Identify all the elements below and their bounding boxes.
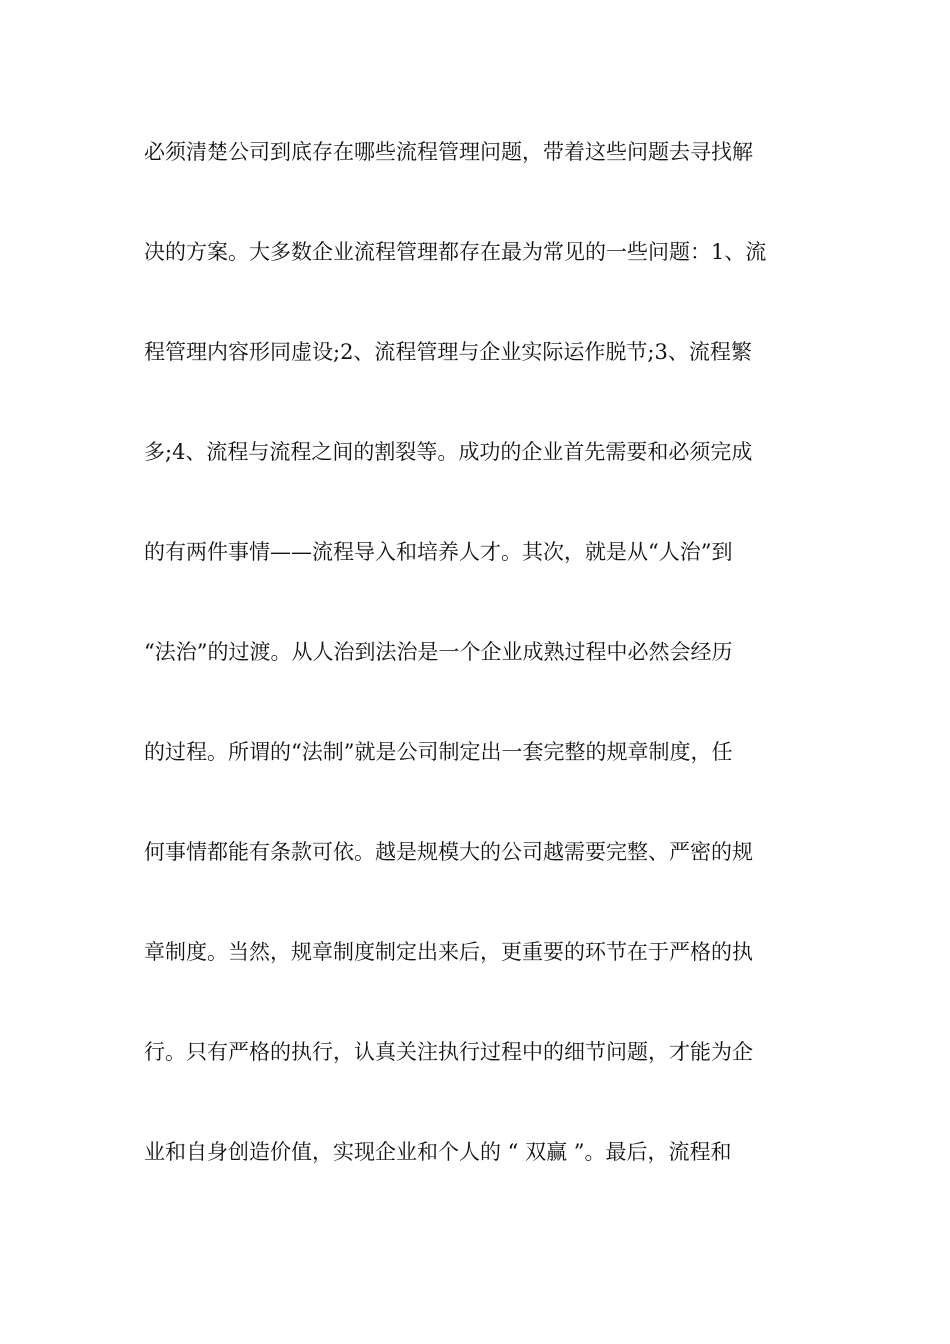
text-line: 何事情都能有条款可依。越是规模大的公司越需要完整、严密的规: [144, 840, 753, 864]
text-line: 章制度。当然，规章制度制定出来后，更重要的环节在于严格的执: [144, 940, 753, 964]
text-line: 的过程。所谓的“法制”就是公司制定出一套完整的规章制度，任: [144, 740, 733, 764]
text-line: 程管理内容形同虚设;2、流程管理与企业实际运作脱节;3、流程繁: [144, 340, 752, 364]
text-line: 决的方案。大多数企业流程管理都存在最为常见的一些问题：1、流: [144, 240, 767, 264]
text-line: 必须清楚公司到底存在哪些流程管理问题，带着这些问题去寻找解: [144, 140, 753, 164]
text-line: 行。只有严格的执行，认真关注执行过程中的细节问题，才能为企: [144, 1040, 753, 1064]
text-line: 业和自身创造价值，实现企业和个人的 “ 双赢 ”。最后，流程和: [144, 1140, 732, 1164]
text-line: “法治”的过渡。从人治到法治是一个企业成熟过程中必然会经历: [144, 640, 733, 664]
body-paragraph: [144, 130, 814, 1230]
text-line: 多;4、流程与流程之间的割裂等。成功的企业首先需要和必须完成: [144, 440, 753, 464]
text-line: 的有两件事情——流程导入和培养人才。其次，就是从“人治”到: [144, 540, 733, 564]
